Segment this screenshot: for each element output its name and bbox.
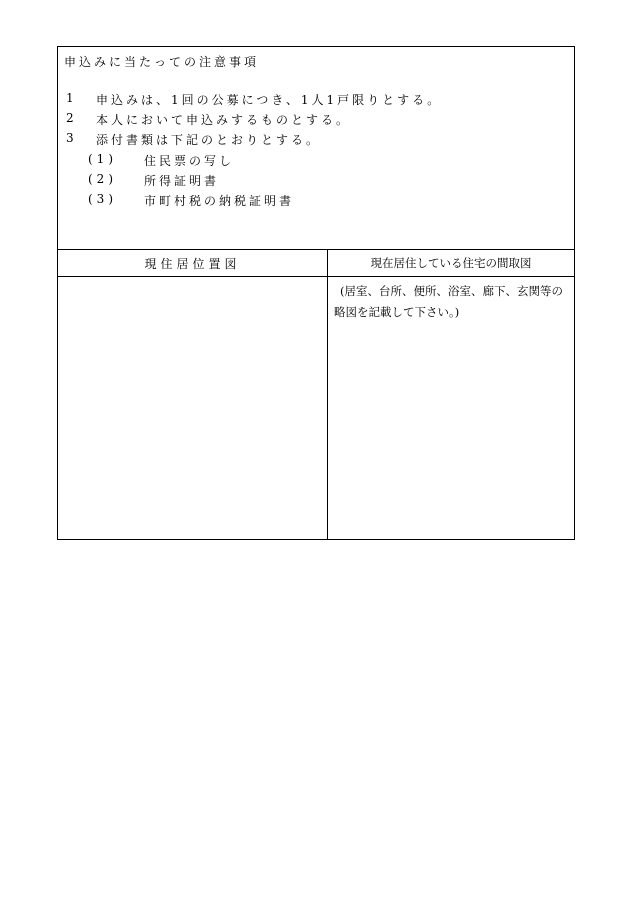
notice-item-text: 添付書類は下記のとおりとする。 xyxy=(96,133,322,147)
location-map-column xyxy=(58,250,328,539)
location-map-header: 現住居位置図 xyxy=(58,250,327,277)
notice-item-number: 2 xyxy=(66,111,74,125)
notice-subitem-text: 市町村税の納税証明書 xyxy=(144,194,295,208)
notice-subitem-number: (3) xyxy=(88,192,117,206)
drawing-table xyxy=(58,250,574,539)
notice-title: 申込みに当たっての注意事項 xyxy=(64,55,260,69)
notice-section xyxy=(58,47,574,250)
notice-subitem-number: (2) xyxy=(88,172,117,186)
notice-item-number: 3 xyxy=(66,131,74,145)
notice-subitem-number: (1) xyxy=(88,152,117,166)
floor-plan-area xyxy=(328,277,574,539)
notice-subitem-text: 住民票の写し xyxy=(144,154,235,168)
notice-subitem-text: 所得証明書 xyxy=(144,174,220,188)
location-map-area xyxy=(58,277,327,539)
notice-item-number: 1 xyxy=(66,91,74,105)
floor-plan-note-line-1: (居室、台所、便所、浴室、廊下、玄関等の xyxy=(340,284,563,298)
floor-plan-note-line-2: 略図を記載して下さい。) xyxy=(334,305,460,319)
floor-plan-header: 現在居住している住宅の間取図 xyxy=(328,250,574,277)
notice-item-text: 本人において申込みするものとする。 xyxy=(96,113,352,127)
notice-item-text: 申込みは、1回の公募につき、1人1戸限りとする。 xyxy=(96,93,443,107)
application-notice-form xyxy=(57,46,575,540)
floor-plan-column xyxy=(328,250,574,539)
